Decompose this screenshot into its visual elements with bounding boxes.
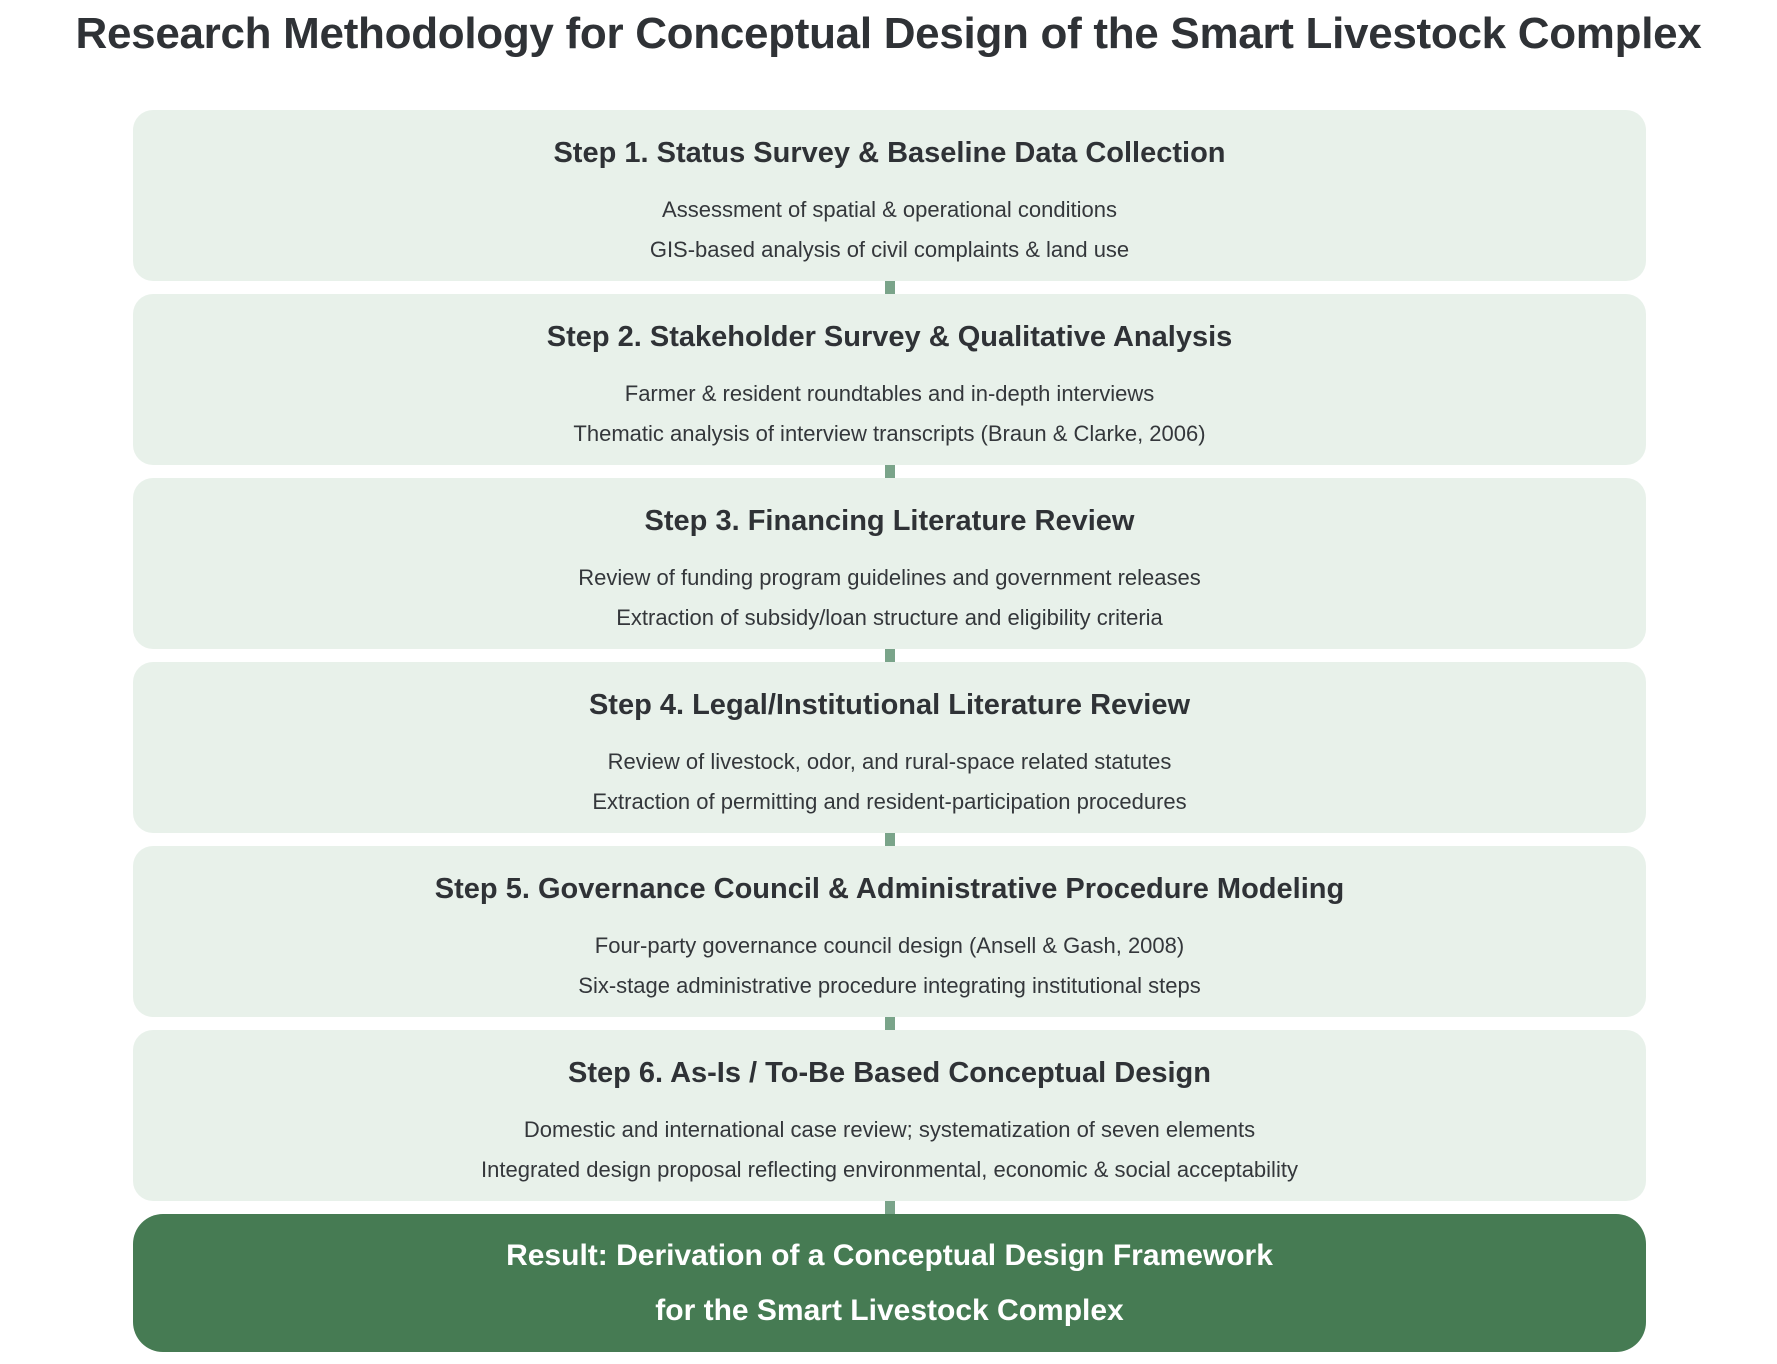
- step-detail: Extraction of subsidy/loan structure and eligibility criteria: [616, 605, 1163, 630]
- connector-line: [885, 1201, 895, 1214]
- step-detail: Integrated design proposal reflecting environmental, economic & social acceptability: [481, 1157, 1298, 1182]
- step-detail: Four-party governance council design (Ansell & Gash, 2008): [594, 933, 1185, 958]
- step-box-1: [133, 110, 1646, 281]
- step-box-2: [133, 294, 1646, 465]
- step-detail: Thematic analysis of interview transcripts (Braun & Clarke, 2006): [573, 421, 1206, 446]
- step-title: Step 4. Legal/Institutional Literature Review: [588, 689, 1191, 721]
- connector-line: [885, 833, 895, 846]
- connector-line: [885, 1017, 895, 1030]
- step-detail: Review of livestock, odor, and rural-space related statutes: [607, 749, 1172, 774]
- step-box-4: [133, 662, 1646, 833]
- result-text: for the Smart Livestock Complex: [655, 1294, 1124, 1327]
- step-title: Step 1. Status Survey & Baseline Data Collection: [553, 137, 1226, 169]
- step-detail: GIS-based analysis of civil complaints & land use: [649, 237, 1130, 262]
- connector-line: [885, 465, 895, 478]
- page-title: Research Methodology for Conceptual Design of the Smart Livestock Complex: [75, 9, 1702, 58]
- result-box: [133, 1214, 1646, 1352]
- step-detail: Farmer & resident roundtables and in-depth interviews: [624, 381, 1155, 406]
- step-box-5: [133, 846, 1646, 1017]
- step-detail: Extraction of permitting and resident-participation procedures: [592, 789, 1187, 814]
- methodology-flow: [133, 110, 1646, 1352]
- step-title: Step 2. Stakeholder Survey & Qualitative Analysis: [546, 321, 1233, 353]
- connector-line: [885, 281, 895, 294]
- step-detail: Six-stage administrative procedure integrating institutional steps: [578, 973, 1201, 998]
- step-detail: Review of funding program guidelines and government releases: [578, 565, 1201, 590]
- step-box-6: [133, 1030, 1646, 1201]
- step-detail: Assessment of spatial & operational conditions: [662, 197, 1117, 222]
- step-title: Step 5. Governance Council & Administrative Procedure Modeling: [434, 873, 1345, 905]
- connector-line: [885, 649, 895, 662]
- step-box-3: [133, 478, 1646, 649]
- step-title: Step 3. Financing Literature Review: [644, 505, 1135, 537]
- step-title: Step 6. As-Is / To-Be Based Conceptual Design: [568, 1057, 1211, 1089]
- step-detail: Domestic and international case review; systematization of seven elements: [523, 1117, 1256, 1142]
- result-text: Result: Derivation of a Conceptual Design Framework: [506, 1239, 1273, 1272]
